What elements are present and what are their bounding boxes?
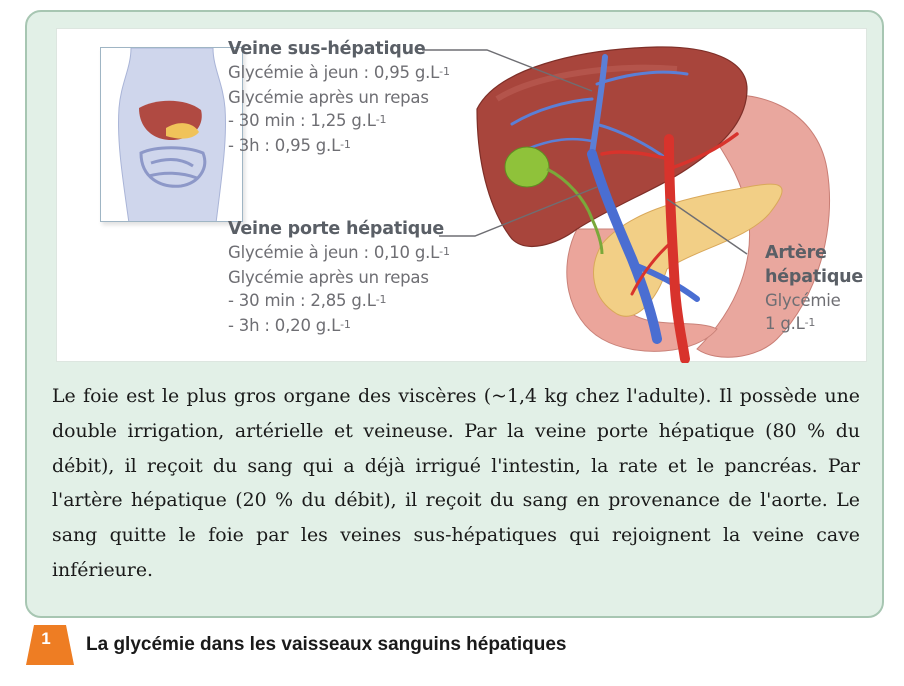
unit-exponent: -1 bbox=[340, 138, 351, 151]
hepatic-vein-3h: - 3h : 0,95 g.L bbox=[228, 136, 341, 155]
unit-exponent: -1 bbox=[439, 245, 450, 258]
hepatic-artery-value: 1 g.L bbox=[765, 314, 805, 333]
unit-exponent: -1 bbox=[375, 113, 387, 126]
hepatic-artery-title-1: Artère bbox=[765, 243, 827, 263]
portal-vein-label bbox=[228, 217, 450, 339]
hepatic-vein-after-meal: Glycémie après un repas bbox=[228, 88, 429, 107]
unit-exponent: -1 bbox=[340, 318, 351, 331]
unit-exponent: -1 bbox=[375, 293, 387, 306]
hepatic-vein-label bbox=[228, 37, 450, 159]
hepatic-vein-title: Veine sus-hépatique bbox=[228, 39, 426, 59]
portal-vein-title: Veine porte hépatique bbox=[228, 219, 445, 239]
gallbladder bbox=[505, 147, 549, 187]
unit-exponent: -1 bbox=[439, 65, 450, 78]
description-paragraph: Le foie est le plus gros organe des viscères (~1,4 kg chez l'adulte). Il possède une double irrigation, artérielle et veineuse. Par la veine porte hépatique (80 % du débit), il reçoit du sang qui a déjà irrigué l'intestin, la rate et le pancréas. Par l'artère hépatique (20 % du débit), il reçoit du sang en provenance de l'aorte. Le sang quitte le foie par les veines sus-hépatiques qui rejoignent la veine cave inférieure. bbox=[52, 385, 860, 581]
figure-number-badge bbox=[26, 625, 74, 665]
figure-caption bbox=[26, 625, 886, 665]
hepatic-artery-label bbox=[765, 241, 863, 337]
portal-vein-3h: - 3h : 0,20 g.L bbox=[228, 316, 341, 335]
body-location-inset bbox=[100, 47, 243, 222]
figure-number: 1 bbox=[41, 629, 51, 648]
hepatic-vein-30min: - 30 min : 1,25 g.L bbox=[228, 111, 376, 130]
hepatic-vein-fasting: Glycémie à jeun : 0,95 g.L bbox=[228, 63, 440, 82]
caption-text: La glycémie dans les vaisseaux sanguins hépatiques bbox=[86, 634, 567, 655]
portal-vein-30min: - 30 min : 2,85 g.L bbox=[228, 291, 376, 310]
portal-vein-after-meal: Glycémie après un repas bbox=[228, 268, 429, 287]
portal-vein-fasting: Glycémie à jeun : 0,10 g.L bbox=[228, 243, 440, 262]
hepatic-artery-title-2: hépatique bbox=[765, 267, 864, 287]
unit-exponent: -1 bbox=[804, 316, 816, 329]
anatomy-figure bbox=[56, 28, 867, 362]
hepatic-artery-glycemia: Glycémie bbox=[765, 291, 841, 310]
